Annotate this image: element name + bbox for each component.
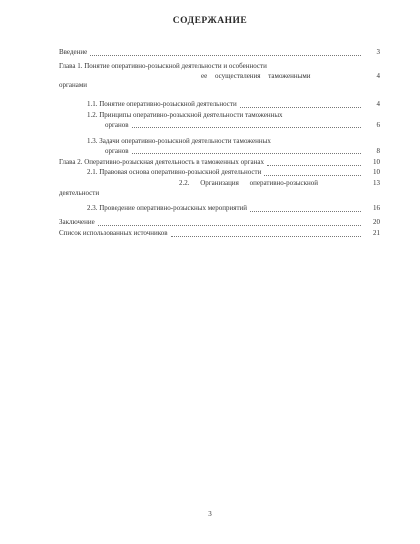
toc-entry-chapter-1[interactable] bbox=[59, 62, 380, 91]
leader-dots bbox=[264, 175, 361, 176]
toc-entry-text: органов bbox=[105, 146, 129, 155]
toc-entry-references[interactable] bbox=[59, 229, 380, 239]
toc-page-number: 20 bbox=[373, 218, 380, 226]
toc-entry-conclusion[interactable] bbox=[59, 218, 380, 228]
toc-page-number: 13 bbox=[373, 179, 380, 187]
toc-page-number: 3 bbox=[376, 48, 380, 56]
toc-entry-text: органами bbox=[59, 81, 88, 90]
toc-entry-text: органов bbox=[105, 120, 129, 129]
toc-entry-text: 2.1. Правовая основа оперативно-розыскной деятельности bbox=[87, 168, 262, 176]
toc-page-number: 4 bbox=[376, 71, 380, 80]
toc-entry-text: 1.3. Задачи оперативно-розыскной деятельности таможенных bbox=[87, 137, 271, 145]
toc-page-number: 8 bbox=[376, 146, 380, 155]
toc-page-number: 4 bbox=[376, 100, 380, 108]
toc-entry-text: 1.2. Принципы оперативно-розыскной деятельности таможенных bbox=[87, 111, 283, 119]
toc-page-number: 16 bbox=[373, 204, 380, 212]
toc-entry-text: 2.2. Организация оперативно-розыскной bbox=[179, 179, 319, 187]
toc-page-number: 6 bbox=[376, 120, 380, 129]
leader-dots bbox=[171, 236, 361, 237]
page-title: СОДЕРЖАНИЕ bbox=[172, 16, 248, 26]
leader-dots bbox=[132, 127, 361, 128]
toc-entry-chapter-2[interactable] bbox=[59, 158, 380, 168]
leader-dots bbox=[90, 55, 361, 56]
leader-dots bbox=[240, 107, 361, 108]
footer-page-number: 3 bbox=[208, 510, 212, 518]
toc-page-number: 10 bbox=[373, 168, 380, 176]
toc-entry-2-1[interactable] bbox=[87, 168, 380, 178]
toc-entry-1-2[interactable] bbox=[87, 111, 380, 130]
toc-entry-text: Глава 1. Понятие оперативно-розыскной деятельности и особенности bbox=[59, 62, 267, 70]
leader-dots bbox=[267, 165, 361, 166]
toc-entry-2-3[interactable] bbox=[87, 204, 380, 214]
toc-entry-text: деятельности bbox=[59, 188, 100, 197]
toc-entry-text: Глава 2. Оперативно-розыскная деятельность в таможенных органах bbox=[59, 158, 264, 166]
leader-dots bbox=[132, 153, 361, 154]
toc-page-number: 10 bbox=[373, 158, 380, 166]
toc-entry-introduction[interactable] bbox=[59, 48, 380, 58]
toc-entry-2-2[interactable] bbox=[59, 179, 380, 198]
toc-entry-text: Введение bbox=[59, 48, 88, 56]
leader-dots bbox=[250, 211, 361, 212]
toc-entry-text: Заключение bbox=[59, 218, 95, 226]
toc-entry-text: ее осуществления таможенными bbox=[201, 71, 311, 80]
toc-entry-text: 2.3. Проведение оперативно-розыскных мероприятий bbox=[87, 204, 248, 212]
toc-page-number: 21 bbox=[373, 229, 380, 237]
toc-entry-1-1[interactable] bbox=[87, 100, 380, 110]
toc-entry-text: 1.1. Понятие оперативно-розыскной деятельности bbox=[87, 100, 237, 108]
toc-entry-text: Список использованных источников bbox=[59, 229, 168, 237]
leader-dots bbox=[98, 225, 361, 226]
toc-entry-1-3[interactable] bbox=[87, 137, 380, 156]
